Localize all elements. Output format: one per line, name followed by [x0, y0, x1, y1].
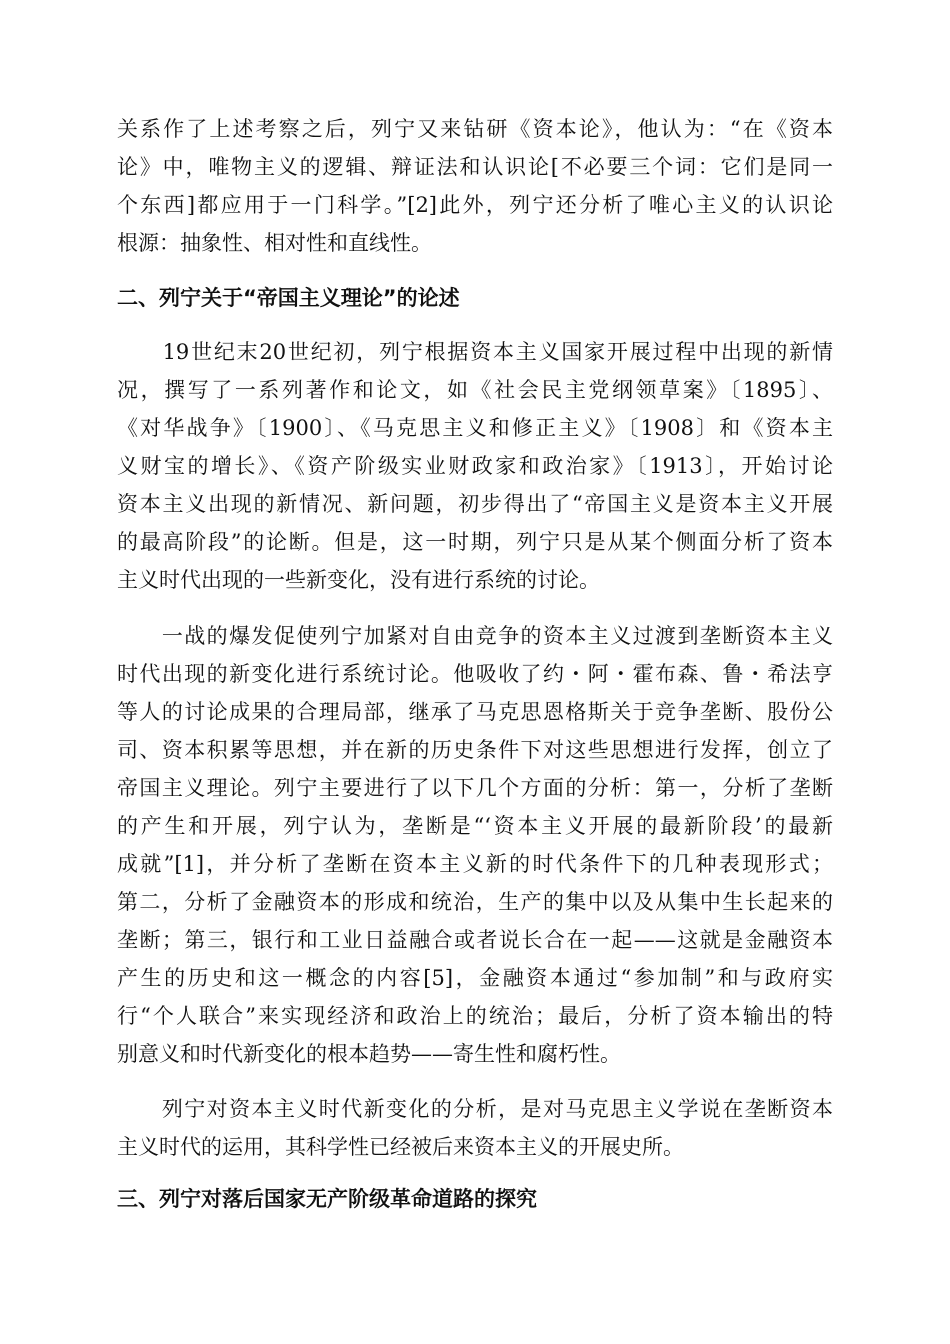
text-line: 19世纪末20世纪初，列宁根据资本主义国家开展过程中出现的新情	[117, 340, 833, 364]
text-line: 个东西]都应用于一门科学。”[2]此外，列宁还分析了唯心主义的认识论	[117, 193, 833, 217]
text-line: 《对华战争》〔1900〕、《马克思主义和修正主义》〔1908〕和《资本主	[117, 416, 833, 440]
paragraph-early-works	[117, 333, 833, 599]
text-line: 主义时代的运用，其科学性已经被后来资本主义的开展史所。	[117, 1135, 684, 1159]
text-line: 列宁对资本主义时代新变化的分析，是对马克思主义学说在垄断资本	[117, 1097, 833, 1121]
paragraph-imperialism-theory	[117, 617, 833, 1073]
text-line: 垄断；第三，银行和工业日益融合或者说长合在一起——这就是金融资本	[117, 928, 833, 952]
text-line: 等人的讨论成果的合理局部，继承了马克思恩格斯关于竞争垄断、股份公	[117, 700, 833, 724]
text-line: 帝国主义理论。列宁主要进行了以下几个方面的分析：第一，分析了垄断	[117, 776, 833, 800]
text-line: 产生的历史和这一概念的内容[5]，金融资本通过“参加制”和与政府实	[117, 966, 833, 990]
text-line: 资本主义出现的新情况、新问题，初步得出了“帝国主义是资本主义开展	[117, 492, 833, 516]
paragraph-epistemology	[117, 110, 833, 262]
text-line: 的最高阶段”的论断。但是，这一时期，列宁只是从某个侧面分析了资本	[117, 530, 833, 554]
paragraph-conclusion	[117, 1090, 833, 1166]
text-line: 别意义和时代新变化的根本趋势——寄生性和腐朽性。	[117, 1042, 621, 1066]
section-heading-revolution: 三、列宁对落后国家无产阶级革命道路的探究	[117, 1187, 537, 1211]
text-line: 主义时代出现的一些新变化，没有进行系统的讨论。	[117, 568, 600, 592]
text-line: 论》中，唯物主义的逻辑、辩证法和认识论[不必要三个词：它们是同一	[117, 155, 833, 179]
text-line: 一战的爆发促使列宁加紧对自由竞争的资本主义过渡到垄断资本主义	[117, 624, 833, 648]
text-line: 第二，分析了金融资本的形成和统治，生产的集中以及从集中生长起来的	[117, 890, 833, 914]
text-line: 成就”[1]，并分析了垄断在资本主义新的时代条件下的几种表现形式；	[117, 852, 833, 876]
text-line: 的产生和开展，列宁认为，垄断是“‘资本主义开展的最新阶段’的最新	[117, 814, 833, 838]
text-line: 根源：抽象性、相对性和直线性。	[117, 231, 432, 255]
section-heading-imperialism: 二、列宁关于“帝国主义理论”的论述	[117, 286, 460, 310]
text-line: 司、资本积累等思想，并在新的历史条件下对这些思想进行发挥，创立了	[117, 738, 833, 762]
text-line: 时代出现的新变化进行系统讨论。他吸收了约・阿・霍布森、鲁・希法亨	[117, 662, 833, 686]
text-line: 行“个人联合”来实现经济和政治上的统治；最后，分析了资本输出的特	[117, 1004, 833, 1028]
text-line: 关系作了上述考察之后，列宁又来钻研《资本论》，他认为：“在《资本	[117, 117, 833, 141]
text-line: 况，撰写了一系列著作和论文，如《社会民主党纲领草案》〔1895〕、	[117, 378, 833, 402]
text-line: 义财宝的增长》、《资产阶级实业财政家和政治家》〔1913〕，开始讨论	[117, 454, 833, 478]
